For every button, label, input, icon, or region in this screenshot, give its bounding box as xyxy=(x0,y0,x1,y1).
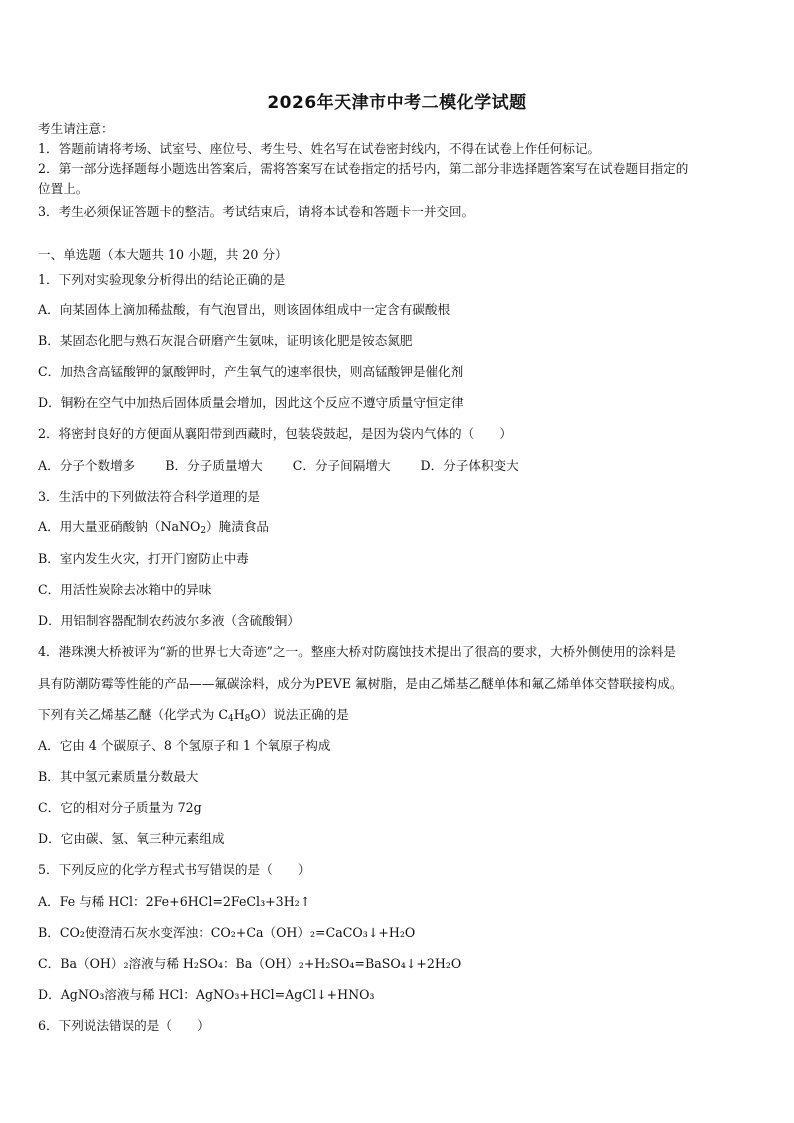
option-d: D．铜粉在空气中加热后固体质量会增加，因此这个反应不遵守质量守恒定律 xyxy=(38,395,464,410)
option-b: B．室内发生火灾，打开门窗防止中毒 xyxy=(38,551,249,566)
option-a: A．向某固体上滴加稀盐酸，有气泡冒出，则该固体组成中一定含有碳酸根 xyxy=(38,302,451,317)
notice-item: 1．答题前请将考场、试室号、座位号、考生号、姓名写在试卷密封线内，不得在试卷上作任何标记。 xyxy=(38,141,601,156)
notice-item: 3．考生必须保证答题卡的整洁。考试结束后，请将本试卷和答题卡一并交回。 xyxy=(38,204,475,219)
question-stem-cont: 具有防潮防霉等性能的产品——氟碳涂料，成分为PEVE 氟树脂，是由乙烯基乙醚单体和氟乙烯单体交替联接构成。 xyxy=(38,676,683,691)
section-heading: 一、单选题（本大题共 10 小题，共 20 分） xyxy=(38,247,288,262)
option-b: B．某固态化肥与熟石灰混合研磨产生氨味，证明该化肥是铵态氮肥 xyxy=(38,333,413,348)
option-b: B．其中氢元素质量分数最大 xyxy=(38,769,199,784)
option-a: A．Fe 与稀 HCl：2Fe+6HCl=2FeCl₃+3H₂↑ xyxy=(38,894,311,909)
page-title: 2026年天津市中考二模化学试题 xyxy=(267,93,527,113)
option-a: A．分子个数增多 xyxy=(38,458,136,473)
stem-text: 下列有关乙烯基乙醚（化学式为 C xyxy=(38,707,228,722)
subscript: 4 xyxy=(227,714,234,724)
option-b: B．分子质量增大 xyxy=(165,458,263,473)
question-stem-cont xyxy=(38,706,764,728)
notice-heading: 考生请注意： xyxy=(38,121,114,136)
notice-item: 位置上。 xyxy=(38,181,89,196)
question-stem: 4．港珠澳大桥被评为“新的世界七大奇迹”之一。整座大桥对防腐蚀技术提出了很高的要求，大桥外侧使用的涂料是 xyxy=(38,644,676,659)
question-stem: 3．生活中的下列做法符合科学道理的是 xyxy=(38,489,261,504)
option-a-text-end: ）腌渍食品 xyxy=(206,519,270,534)
option-a: A．它由 4 个碳原子、8 个氢原子和 1 个氧原子构成 xyxy=(38,738,331,753)
option-a xyxy=(38,518,764,540)
question-stem: 2．将密封良好的方便面从襄阳带到西藏时，包装袋鼓起，是因为袋内气体的（ ） xyxy=(38,426,512,441)
option-a-text: A．用大量亚硝酸钠（NaNO xyxy=(38,519,201,534)
stem-text: H xyxy=(233,707,245,722)
option-c: C．Ba（OH）₂溶液与稀 H₂SO₄：Ba（OH）₂+H₂SO₄=BaSO₄↓+2H₂O xyxy=(38,956,462,971)
notice-item: 2．第一部分选择题每小题选出答案后，需将答案写在试卷指定的括号内，第二部分非选择题答案写在试卷题目指定的 xyxy=(38,161,689,176)
option-c: C．分子间隔增大 xyxy=(292,458,391,473)
option-c: C．它的相对分子质量为 72g xyxy=(38,800,202,815)
subscript: 8 xyxy=(244,714,251,724)
options-row xyxy=(38,457,764,475)
question-stem: 5．下列反应的化学方程式书写错误的是（ ） xyxy=(38,862,311,877)
option-d: D．用铝制容器配制农药波尔多液（含硫酸铜） xyxy=(38,613,300,628)
option-b: B．CO₂使澄清石灰水变浑浊：CO₂+Ca（OH）₂=CaCO₃↓+H₂O xyxy=(38,925,416,940)
subscript: 2 xyxy=(200,526,207,536)
option-d: D．AgNO₃溶液与稀 HCl：AgNO₃+HCl=AgCl↓+HNO₃ xyxy=(38,987,375,1002)
option-d: D．它由碳、氢、氧三种元素组成 xyxy=(38,831,225,846)
option-c: C．加热含高锰酸钾的氯酸钾时，产生氧气的速率很快，则高锰酸钾是催化剂 xyxy=(38,364,464,379)
stem-text: O）说法正确的是 xyxy=(250,707,349,722)
question-stem: 6．下列说法错误的是（ ） xyxy=(38,1018,210,1033)
option-c: C．用活性炭除去冰箱中的异味 xyxy=(38,582,212,597)
option-d: D．分子体积变大 xyxy=(420,458,519,473)
question-stem: 1．下列对实验现象分析得出的结论正确的是 xyxy=(38,272,286,287)
